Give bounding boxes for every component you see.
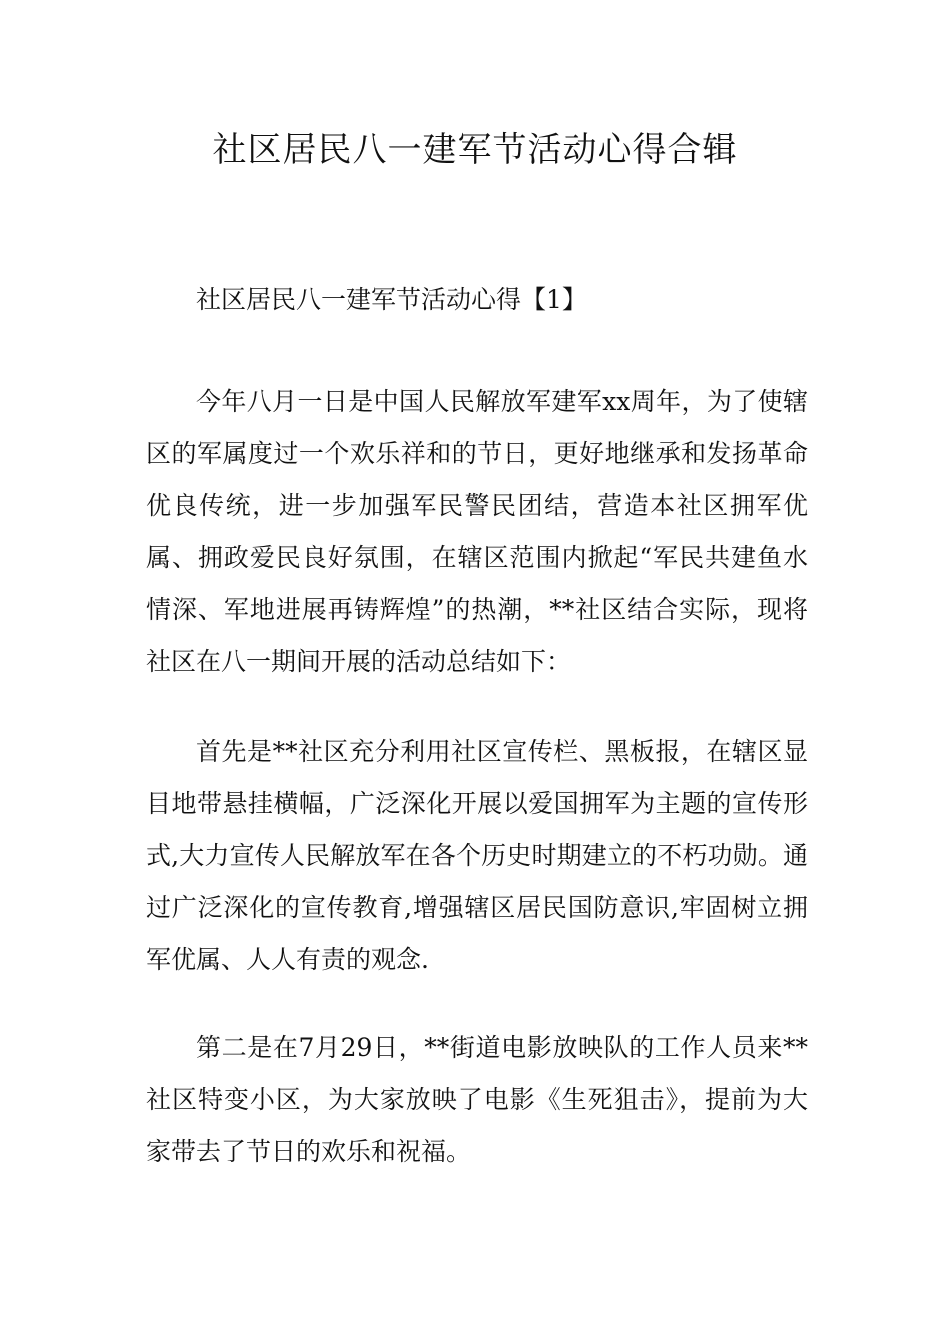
body-paragraph-3: 第二是在7月29日，**街道电影放映队的工作人员来**社区特变小区，为大家放映了电影《生死狙击》，提前为大家带去了节日的欢乐和祝福。 <box>146 1033 808 1166</box>
section-heading: 社区居民八一建军节活动心得【1】 <box>196 285 587 314</box>
body-paragraph-1: 今年八月一日是中国人民解放军建军xx周年，为了使辖区的军属度过一个欢乐祥和的节日，更好地继承和发扬革命优良传统，进一步加强军民警民团结，营造本社区拥军优属、拥政爱民良好氛围，在辖区范围内掀起“军民共建鱼水情深、军地进展再铸辉煌”的热潮，**社区结合实际，现将社区在八一期间开展的活动总结如下： <box>146 387 808 676</box>
body-paragraph-2: 首先是**社区充分利用社区宣传栏、黑板报，在辖区显目地带悬挂横幅，广泛深化开展以爱国拥军为主题的宣传形式,大力宣传人民解放军在各个历史时期建立的不朽功勋。通过广泛深化的宣传教育,增强辖区居民国防意识,牢固树立拥军优属、人人有责的观念. <box>146 737 808 974</box>
document-title: 社区居民八一建军节活动心得合辑 <box>212 130 738 170</box>
